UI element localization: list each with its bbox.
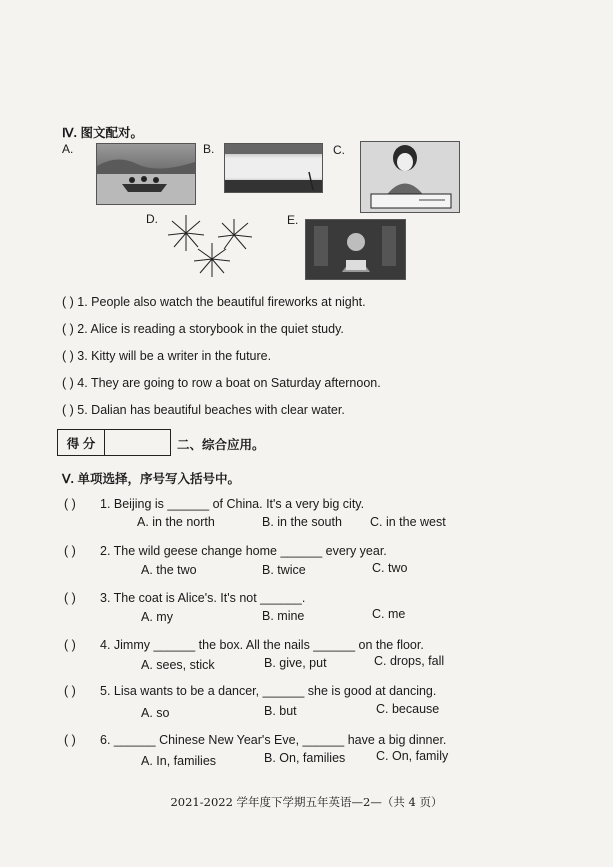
question-stem: 3. The coat is Alice's. It's not ______. bbox=[100, 591, 306, 605]
mc-question-2 bbox=[64, 544, 387, 558]
question-stem: 4. Jimmy ______ the box. All the nails ______ on the floor. bbox=[100, 638, 424, 652]
option-c: C. me bbox=[372, 607, 406, 621]
question-stem: 6. ______ Chinese New Year's Eve, ______ have a big dinner. bbox=[100, 733, 447, 747]
match-item-5: ( ) 5. Dalian has beautiful beaches with clear water. bbox=[62, 403, 345, 417]
girl-reading-image bbox=[306, 220, 405, 279]
section-4-heading: Ⅳ. 图文配对。 bbox=[62, 126, 143, 140]
answer-paren[interactable]: ( ) bbox=[64, 544, 76, 558]
mc-question-5 bbox=[64, 684, 436, 698]
answer-paren[interactable]: ( ) bbox=[64, 591, 76, 605]
picture-label-d: D. bbox=[146, 212, 158, 226]
picture-e-reading bbox=[305, 219, 406, 280]
option-b: B. but bbox=[264, 704, 297, 718]
option-a: A. my bbox=[141, 610, 173, 624]
question-stem: 5. Lisa wants to be a dancer, ______ she is good at dancing. bbox=[100, 684, 437, 698]
question-stem: 2. The wild geese change home ______ every year. bbox=[100, 544, 387, 558]
section-5-heading: Ⅴ. 单项选择，序号写入括号中。 bbox=[62, 472, 240, 486]
score-label: 得 分 bbox=[58, 430, 105, 455]
option-c: C. drops, fall bbox=[374, 654, 445, 668]
picture-a-boating bbox=[96, 143, 196, 205]
picture-c-writer bbox=[360, 141, 460, 213]
option-b: B. twice bbox=[262, 563, 306, 577]
option-b: B. mine bbox=[262, 609, 305, 623]
mc-question-4 bbox=[64, 638, 424, 652]
question-stem: 1. Beijing is ______ of China. It's a very big city. bbox=[100, 497, 365, 511]
picture-label-c: C. bbox=[333, 143, 345, 157]
answer-paren[interactable]: ( ) bbox=[64, 638, 76, 652]
option-b: B. give, put bbox=[264, 656, 327, 670]
option-c: C. because bbox=[376, 702, 440, 716]
option-a: A. so bbox=[141, 706, 170, 720]
option-a: A. in the north bbox=[137, 515, 215, 529]
option-a: A. In, families bbox=[141, 754, 217, 768]
mc-question-3 bbox=[64, 591, 305, 605]
answer-paren[interactable]: ( ) bbox=[64, 733, 76, 747]
girl-writing-image bbox=[361, 142, 459, 212]
score-blank[interactable] bbox=[105, 430, 170, 455]
picture-label-a: A. bbox=[62, 142, 74, 156]
page-footer: 2021-2022 学年度下学期五年英语—2—（共 4 页） bbox=[170, 795, 443, 809]
picture-label-b: B. bbox=[203, 142, 215, 156]
option-c: C. On, family bbox=[376, 749, 449, 763]
option-a: A. the two bbox=[141, 563, 197, 577]
mc-question-6 bbox=[64, 733, 446, 747]
picture-label-e: E. bbox=[287, 213, 299, 227]
option-c: C. two bbox=[372, 561, 408, 575]
beach-image bbox=[225, 144, 322, 192]
score-box bbox=[57, 429, 171, 456]
answer-paren[interactable]: ( ) bbox=[64, 684, 76, 698]
match-item-1: ( ) 1. People also watch the beautiful fireworks at night. bbox=[62, 295, 366, 309]
match-item-3: ( ) 3. Kitty will be a writer in the future. bbox=[62, 349, 272, 363]
option-b: B. in the south bbox=[262, 515, 342, 529]
mc-question-1 bbox=[64, 497, 364, 511]
picture-d-fireworks bbox=[164, 213, 258, 279]
match-item-2: ( ) 2. Alice is reading a storybook in the quiet study. bbox=[62, 322, 344, 336]
fireworks-image bbox=[164, 213, 258, 279]
boat-scene-image bbox=[97, 144, 195, 204]
part-2-title: 二、综合应用。 bbox=[177, 438, 265, 452]
option-b: B. On, families bbox=[264, 751, 346, 765]
option-c: C. in the west bbox=[370, 515, 446, 529]
match-item-4: ( ) 4. They are going to row a boat on Saturday afternoon. bbox=[62, 376, 381, 390]
answer-paren[interactable]: ( ) bbox=[64, 497, 76, 511]
option-a: A. sees, stick bbox=[141, 658, 215, 672]
picture-b-beach bbox=[224, 143, 323, 193]
